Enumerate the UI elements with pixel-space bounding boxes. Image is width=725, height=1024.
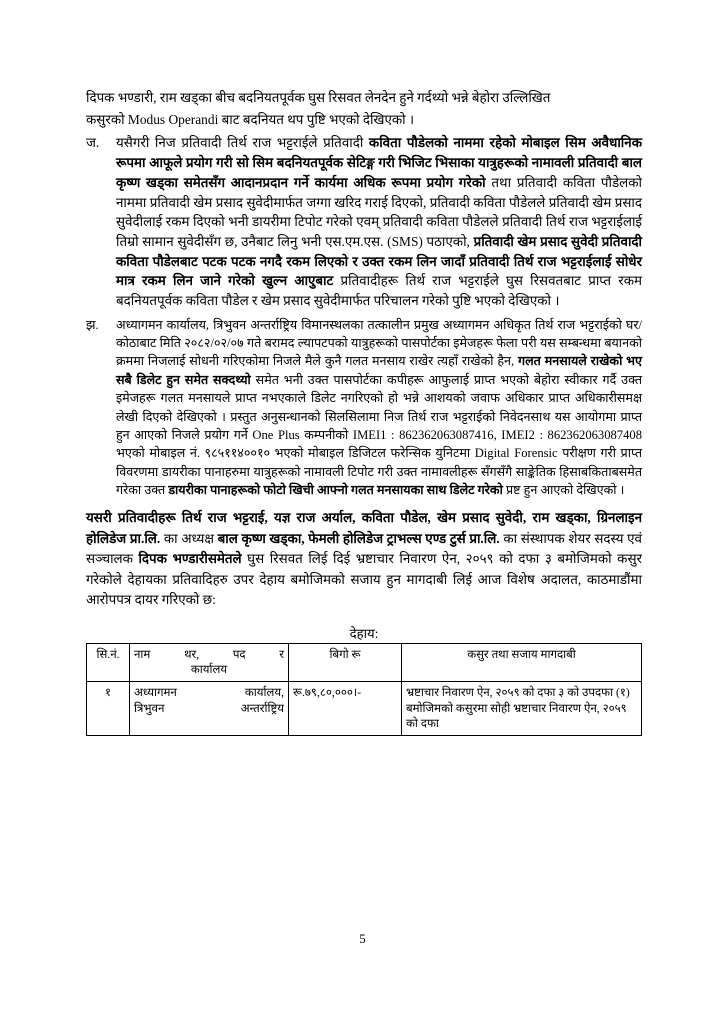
cell-name-office <box>130 682 289 736</box>
dehaya-label: देहाय: <box>349 625 379 641</box>
cell-name-line2-right: अन्तर्राष्ट्रिय <box>240 701 284 715</box>
cell-serial: १ <box>87 682 130 736</box>
section-ja-marker: ज. <box>86 135 100 151</box>
header-name-post-office: नाम थर, पद र कार्यालय <box>130 643 289 681</box>
section-jha <box>86 316 642 500</box>
table-row <box>87 682 642 736</box>
section-jha-marker: झ. <box>86 317 99 332</box>
section-ja-body: यसैगरी निज प्रतिवादी तिर्थ राज भट्टराईले प्रतिवादी कविता पौडेलको नाममा रहेको मोबाइल सिम अवैधानिक रूपमा आफूले प्रयोग गरी सो सिम बदनियतपूर्वक सेटिङ्ग गरी भिजिट भिसाका यात्रुहरूको नामावली प्रतिवादी बाल कृष्ण खड्का समेतसँग आदानप्रदान गर्ने कार्यमा अधिक रूपमा प्रयोग गरेको तथा प्रतिवादी कविता पौडेलको नाममा प्रतिवादी खेम प्रसाद सुवेदीमार्फत जग्गा खरिद गराई दिएको, प्रतिवादी कविता पौडेलले प्रतिवादी खेम प्रसाद सुवेदीलाई रकम दिएको भनी डायरीमा टिपोट गरेको एवम् प्रतिवादी कविता पौडेलले प्रतिवादी तिर्थ राज भट्टराईलाई तिम्रो सामान सुवेदीसँग छ, उनैबाट लिनु भनी एस.एम.एस. (SMS) पठाएको, प्रतिवादी खेम प्रसाद सुवेदी प्रतिवादी कविता पौडेलबाट पटक पटक नगदै रकम लिएको र उक्त रकम लिन जादाँ प्रतिवादी तिर्थ राज भट्टराईलाई सोधेर मात्र रकम लिन जाने गरेको खुल्न आएुबाट प्रतिवादीहरू तिर्थ राज भट्टराईले घुस रिसवतबाट प्राप्त रकम बदनियतपूर्वक कविता पौडेल र खेम प्रसाद सुवेदीमार्फत परिचालन गरेको पुष्टि भएको देखिएको । <box>116 135 642 309</box>
cell-charge-line2: बमोजिमको कसुरमा सोही भ्रष्टाचार निवारण ऐन, २०५९ को दफा <box>406 701 627 731</box>
top-paragraph-line2: कसुरको Modus Operandi बाट बदनियत थप पुष्टि भएको देखिएको । <box>86 111 415 127</box>
dehaya-table <box>86 643 642 736</box>
document-content <box>86 88 642 736</box>
section-ja <box>86 133 642 310</box>
cell-name-line2-left: त्रिभुवन <box>134 701 165 715</box>
table-header-row <box>87 643 642 681</box>
cell-name-line1-left: अध्यागमन <box>134 686 177 700</box>
header-serial: सि.नं. <box>87 643 130 681</box>
closing-paragraph: यसरी प्रतिवादीहरू तिर्थ राज भट्टराई, यज्ञ राज अर्याल, कविता पौडेल, खेम प्रसाद सुवेदी, राम खड्का, ग्रिनलाइन होलिडेज प्रा.लि. का अध्यक्ष बाल कृष्ण खड्का, फेमली होलिडेज ट्राभल्स एण्ड टुर्स प्रा.लि. का संस्थापक शेयर सदस्य एवं सञ्चालक दिपक भण्डारीसमेतले घुस रिसवत लिई दिई भ्रष्टाचार निवारण ऐन, २०५९ को दफा ३ बमोजिमको कसुर गरेकोले देहायका प्रतिवादिहरु उपर देहाय बमोजिमको सजाय हुन मागदाबी लिई आज विशेष अदालत, काठमाडौंमा आरोपपत्र दायर गरिएको छ: <box>86 510 643 607</box>
cell-charge-line1: भ्रष्टाचार निवारण ऐन, २०५९ को दफा ३ को उपदफा (१) <box>406 686 630 700</box>
header-amount: बिगो रू <box>289 643 402 681</box>
page-number: 5 <box>359 931 366 946</box>
top-paragraph-line1: दिपक भण्डारी, राम खड्का बीच बदनियतपूर्वक घुस रिसवत लेनदेन हुने गर्दथ्यो भन्ने बेहोरा उल्लिखित <box>86 90 551 105</box>
section-jha-body: अध्यागमन कार्यालय, त्रिभुवन अन्तर्राष्ट्रिय विमानस्थलका तत्कालीन प्रमुख अध्यागमन अधिकृत तिर्थ राज भट्टराईको घर/कोठाबाट मिति २०८२/०२/०७ गते बरामद ल्यापटपको यात्रुहरूको पासपोर्टका इमेजहरू फेला परी यस सम्बन्धमा बयानको क्रममा निजलाई सोधनी गरिएकोमा निजले मैले कुनै गलत मनसाय राखेर त्यहाँ राखेको हैन, गलत मनसायले राखेको भए सबै डिलेट हुन समेत सक्दथ्यो समेत भनी उक्त पासपोर्टका कपीहरू आफुलाई प्राप्त भएको बेहोरा स्वीकार गर्दै उक्त इमेजहरू गलत मनसायले प्राप्त नभएकाले डिलेट नगरिएको हो भन्ने आशयको जवाफ अधिकार प्राप्त अधिकारीसमक्ष लेखी दिएको देखिएको । प्रस्तुत अनुसन्धानको सिलसिलामा निज तिर्थ राज भट्टराईको निवेदनसाथ यस आयोगमा प्राप्त हुन आएको निजले प्रयोग गर्ने One Plus कम्पनीको IMEI1 : 862362063087416, IMEI2 : 862362063087408 भएको मोबाइल नं. ९८५११४००१० भएको मोबाइल डिजिटल फरेन्सिक युनिटमा Digital Forensic परीक्षण गरी प्राप्त विवरणमा डायरीका पानाहरुमा यात्रुहरूको नामावली टिपोट गरी उक्त नामावलीहरू सँगसँगै साङ्केतिक हिसाबकिताबसमेत गरेका उक्त डायरीका पानाहरूको फोटो खिची आफ्नो गलत मनसायका साथ डिलेट गरेको प्रष्ट हुन आएको देखिएको । <box>116 317 643 498</box>
cell-charge <box>402 682 642 736</box>
header-charge: कसुर तथा सजाय मागदाबी <box>402 643 642 681</box>
cell-name-line1-right: कार्यालय, <box>244 686 284 700</box>
cell-amount: रू.७९,८०,०००।- <box>289 682 402 736</box>
